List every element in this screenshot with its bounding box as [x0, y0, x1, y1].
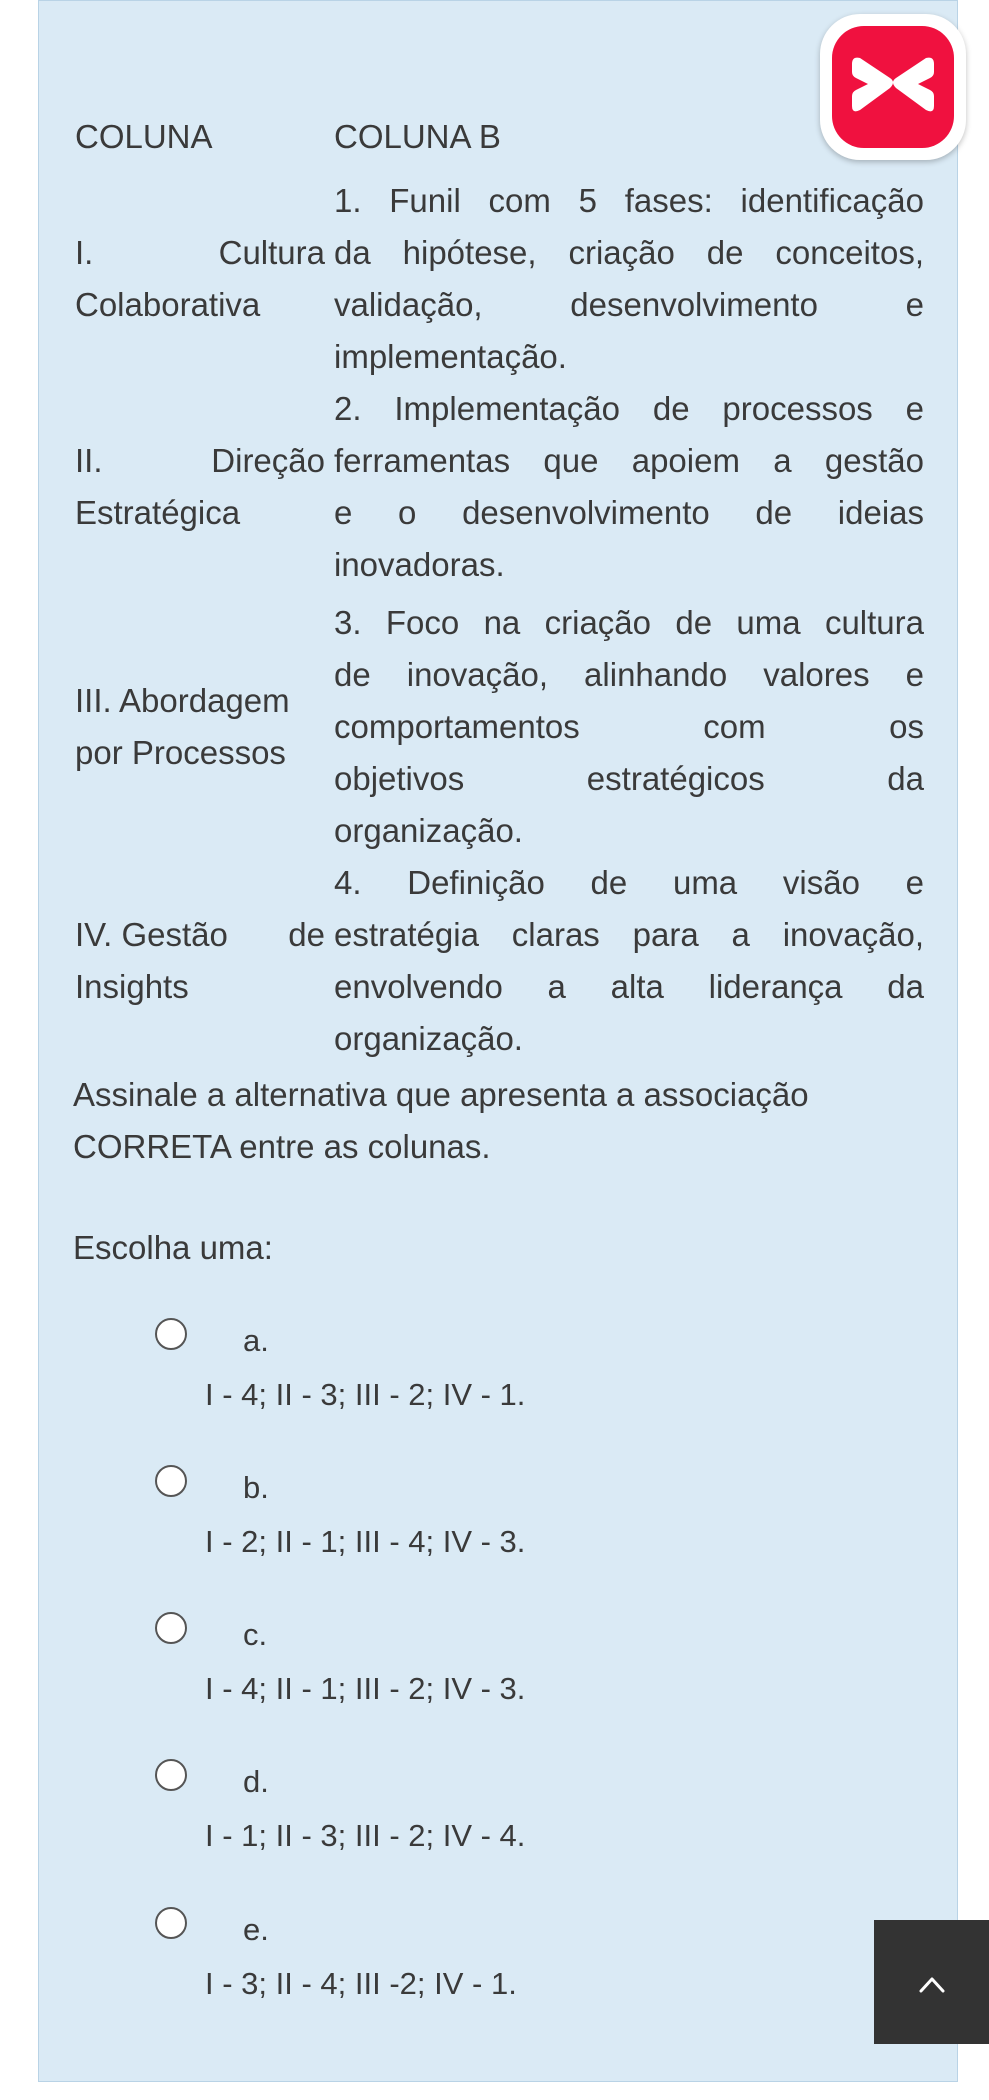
- column-a-item-4: [75, 909, 325, 1013]
- column-b-item-2: [334, 383, 924, 591]
- column-b-item-1: [334, 175, 924, 383]
- option-b-letter: b.: [243, 1470, 269, 1505]
- column-b-item-4-line: organização.: [334, 1020, 523, 1057]
- column-b-item-1-line: 1. Funil com 5 fases: identificação: [334, 182, 924, 219]
- column-a-item-4-word: de: [288, 916, 325, 953]
- option-e-radio[interactable]: [155, 1907, 187, 1939]
- column-b-item-1-line: da hipótese, criação de conceitos,: [334, 234, 924, 271]
- column-b-item-2-line: e o desenvolvimento de ideias: [334, 494, 924, 531]
- column-b-item-4-line: estratégia claras para a inovação,: [334, 916, 924, 953]
- column-b-item-3-line: comportamentos com os: [334, 708, 924, 745]
- option-b-radio[interactable]: [155, 1465, 187, 1497]
- column-b-item-3-line: de inovação, alinhando valores e: [334, 656, 924, 693]
- option-a-radio[interactable]: [155, 1318, 187, 1350]
- column-a-header: COLUNA: [75, 118, 213, 155]
- column-a-item-2-line2: Estratégica: [75, 494, 241, 531]
- option-a-letter: a.: [243, 1323, 269, 1358]
- column-a-item-1-number: I.: [75, 234, 94, 271]
- option-c-letter: c.: [243, 1617, 268, 1652]
- column-a-item-4-line2: Insights: [75, 968, 189, 1005]
- question-line-1: Assinale a alternativa que apresenta a associação: [73, 1076, 809, 1113]
- column-a-item-2-number: II.: [75, 442, 103, 479]
- column-b-header: COLUNA B: [334, 118, 501, 155]
- column-b-item-1-line: validação, desenvolvimento e: [334, 286, 924, 323]
- app-logo-icon[interactable]: [820, 14, 966, 160]
- column-a-item-1-line2: Colaborativa: [75, 286, 261, 323]
- app-logo-glyph: [832, 26, 954, 148]
- question-line-2: CORRETA entre as colunas.: [73, 1128, 491, 1165]
- app-logo-background: [832, 26, 954, 148]
- column-b-item-3-line: organização.: [334, 812, 523, 849]
- option-d-radio[interactable]: [155, 1759, 187, 1791]
- option-d-letter: d.: [243, 1764, 269, 1799]
- column-a-item-1: [75, 227, 325, 331]
- column-a-item-1-word: Cultura: [218, 234, 325, 271]
- column-a-item-3-line1: III. Abordagem: [75, 682, 290, 719]
- option-d-text[interactable]: I - 1; II - 3; III - 2; IV - 4.: [205, 1818, 526, 1853]
- option-a-text[interactable]: I - 4; II - 3; III - 2; IV - 1.: [205, 1377, 526, 1412]
- scroll-to-top-button[interactable]: [874, 1920, 989, 2044]
- column-b-item-4-line: 4. Definição de uma visão e: [334, 864, 924, 901]
- chevron-up-icon: [874, 1920, 989, 2044]
- column-b-item-3-line: objetivos estratégicos da: [334, 760, 924, 797]
- column-b-item-2-line: 2. Implementação de processos e: [334, 390, 924, 427]
- option-e-letter: e.: [243, 1912, 269, 1947]
- column-b-item-3-line: 3. Foco na criação de uma cultura: [334, 604, 924, 641]
- column-b-item-2-line: ferramentas que apoiem a gestão: [334, 442, 924, 479]
- column-a-item-2: [75, 435, 325, 539]
- column-b-item-4: [334, 857, 924, 1065]
- column-b-item-3: [334, 597, 924, 857]
- option-e-text[interactable]: I - 3; II - 4; III -2; IV - 1.: [205, 1966, 517, 2001]
- option-b-text[interactable]: I - 2; II - 1; III - 4; IV - 3.: [205, 1524, 526, 1559]
- column-b-item-1-line: implementação.: [334, 338, 567, 375]
- option-c-text[interactable]: I - 4; II - 1; III - 2; IV - 3.: [205, 1671, 526, 1706]
- option-c-radio[interactable]: [155, 1612, 187, 1644]
- column-a-item-2-word: Direção: [211, 442, 325, 479]
- column-b-item-2-line: inovadoras.: [334, 546, 505, 583]
- column-b-item-4-line: envolvendo a alta liderança da: [334, 968, 924, 1005]
- choose-label: Escolha uma:: [73, 1229, 273, 1266]
- column-a-item-3: [75, 675, 325, 779]
- question-text: [73, 1069, 928, 1173]
- question-panel: [38, 0, 958, 2082]
- column-a-item-3-line2: por Processos: [75, 734, 286, 771]
- column-a-item-4-text: IV. Gestão: [75, 916, 228, 953]
